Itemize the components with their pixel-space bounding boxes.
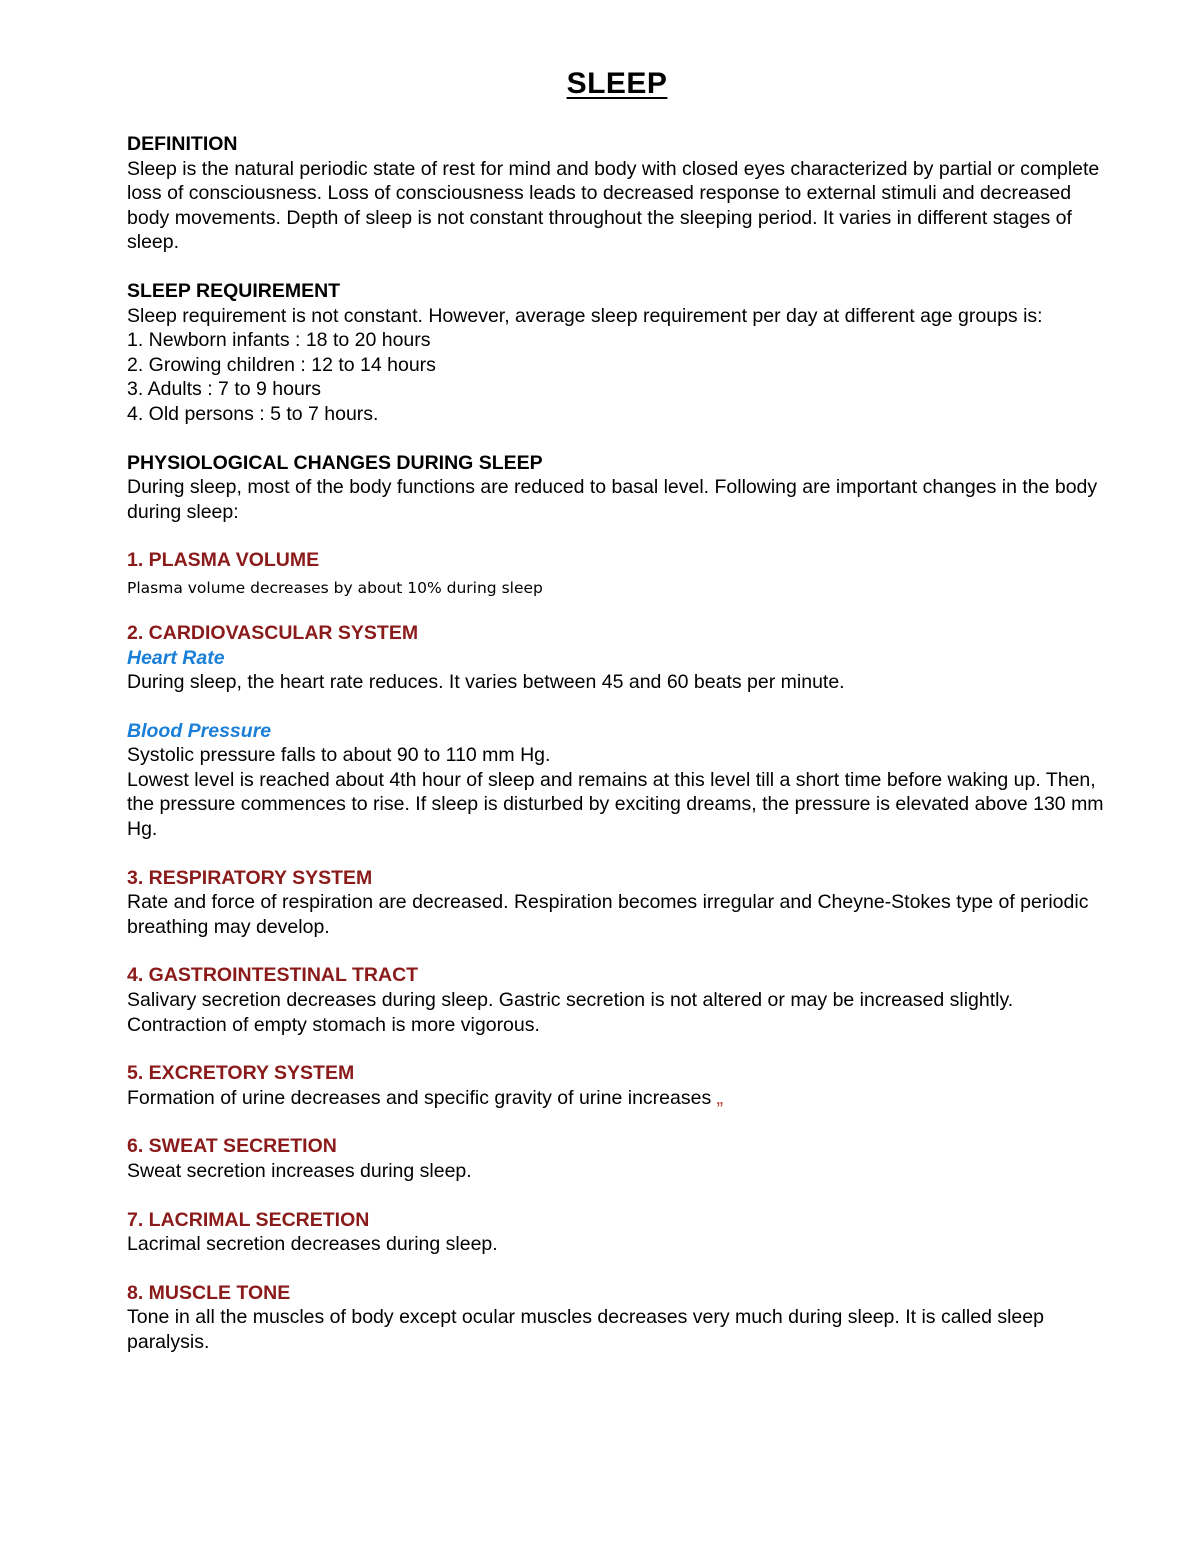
respiratory-text: Rate and force of respiration are decreased. Respiration becomes irregular and Cheyne-Stokes type of periodic breathing may develop. bbox=[127, 891, 1089, 938]
respiratory-heading: 3. RESPIRATORY SYSTEM bbox=[127, 866, 373, 889]
definition-heading: DEFINITION bbox=[127, 133, 238, 155]
muscle-tone-section bbox=[127, 1281, 1107, 1355]
definition-section bbox=[127, 132, 1107, 255]
excretory-paragraph bbox=[127, 1086, 1107, 1111]
document-page bbox=[127, 64, 1107, 1379]
excretory-heading: 5. EXCRETORY SYSTEM bbox=[127, 1062, 355, 1085]
lacrimal-heading: 7. LACRIMAL SECRETION bbox=[127, 1208, 370, 1231]
blood-pressure-block bbox=[127, 719, 1107, 842]
muscle-tone-heading: 8. MUSCLE TONE bbox=[127, 1281, 291, 1304]
heart-rate-heading: Heart Rate bbox=[127, 646, 225, 669]
muscle-tone-text: Tone in all the muscles of body except ocular muscles decreases very much during sleep. It is called sleep paralysis. bbox=[127, 1306, 1044, 1353]
physiological-intro: During sleep, most of the body functions are reduced to basal level. Following are important changes in the body during sleep: bbox=[127, 476, 1098, 523]
cardiovascular-heading: 2. CARDIOVASCULAR SYSTEM bbox=[127, 621, 419, 644]
sleep-requirement-intro: Sleep requirement is not constant. However, average sleep requirement per day at different age groups is: bbox=[127, 304, 1043, 327]
blood-pressure-heading: Blood Pressure bbox=[127, 719, 272, 742]
requirement-item-children: 2. Growing children : 12 to 14 hours bbox=[127, 353, 436, 376]
blood-pressure-text-2: Lowest level is reached about 4th hour of sleep and remains at this level till a short time before waking up. Then, the pressure commences to rise. If sleep is disturbed by exciting dreams, the pressure is elevated above 130 mm Hg. bbox=[127, 768, 1104, 841]
sweat-section bbox=[127, 1134, 1107, 1183]
sleep-requirement-heading: SLEEP REQUIREMENT bbox=[127, 279, 341, 302]
gastrointestinal-section bbox=[127, 963, 1107, 1037]
sleep-requirement-section bbox=[127, 279, 1107, 427]
lacrimal-section bbox=[127, 1208, 1107, 1257]
requirement-item-newborn: 1. Newborn infants : 18 to 20 hours bbox=[127, 329, 431, 352]
respiratory-section bbox=[127, 866, 1107, 940]
gastrointestinal-text: Salivary secretion decreases during sleep. Gastric secretion is not altered or may be increased slightly. Contraction of empty stomach is more vigorous. bbox=[127, 989, 1014, 1036]
definition-text: Sleep is the natural periodic state of rest for mind and body with closed eyes characterized by partial or complete loss of consciousness. Loss of consciousness leads to decreased response to external stimuli and decreased body movements. Depth of sleep is not constant throughout the sleeping period. It varies in different stages of sleep. bbox=[127, 157, 1100, 254]
physiological-section bbox=[127, 451, 1107, 525]
excretory-section bbox=[127, 1061, 1107, 1110]
lacrimal-text: Lacrimal secretion decreases during sleep. bbox=[127, 1233, 498, 1256]
sweat-text: Sweat secretion increases during sleep. bbox=[127, 1160, 472, 1182]
page-title: SLEEP bbox=[566, 67, 668, 100]
heart-rate-text: During sleep, the heart rate reduces. It varies between 45 and 60 beats per minute. bbox=[127, 671, 845, 694]
plasma-heading: 1. PLASMA VOLUME bbox=[127, 549, 320, 572]
plasma-section bbox=[127, 548, 1107, 603]
heart-rate-block bbox=[127, 646, 1107, 695]
cardiovascular-section bbox=[127, 621, 1107, 842]
physiological-heading: PHYSIOLOGICAL CHANGES DURING SLEEP bbox=[127, 451, 543, 474]
excretory-mark: „ bbox=[716, 1086, 724, 1109]
gastrointestinal-heading: 4. GASTROINTESTINAL TRACT bbox=[127, 964, 419, 987]
blood-pressure-text-1: Systolic pressure falls to about 90 to 110 mm Hg. bbox=[127, 744, 551, 767]
plasma-text: Plasma volume decreases by about 10% during sleep bbox=[127, 578, 543, 597]
sweat-heading: 6. SWEAT SECRETION bbox=[127, 1135, 337, 1158]
requirement-item-adults: 3. Adults : 7 to 9 hours bbox=[127, 378, 322, 401]
requirement-item-old-persons: 4. Old persons : 5 to 7 hours. bbox=[127, 402, 379, 425]
excretory-text: Formation of urine decreases and specific gravity of urine increases bbox=[127, 1086, 712, 1109]
